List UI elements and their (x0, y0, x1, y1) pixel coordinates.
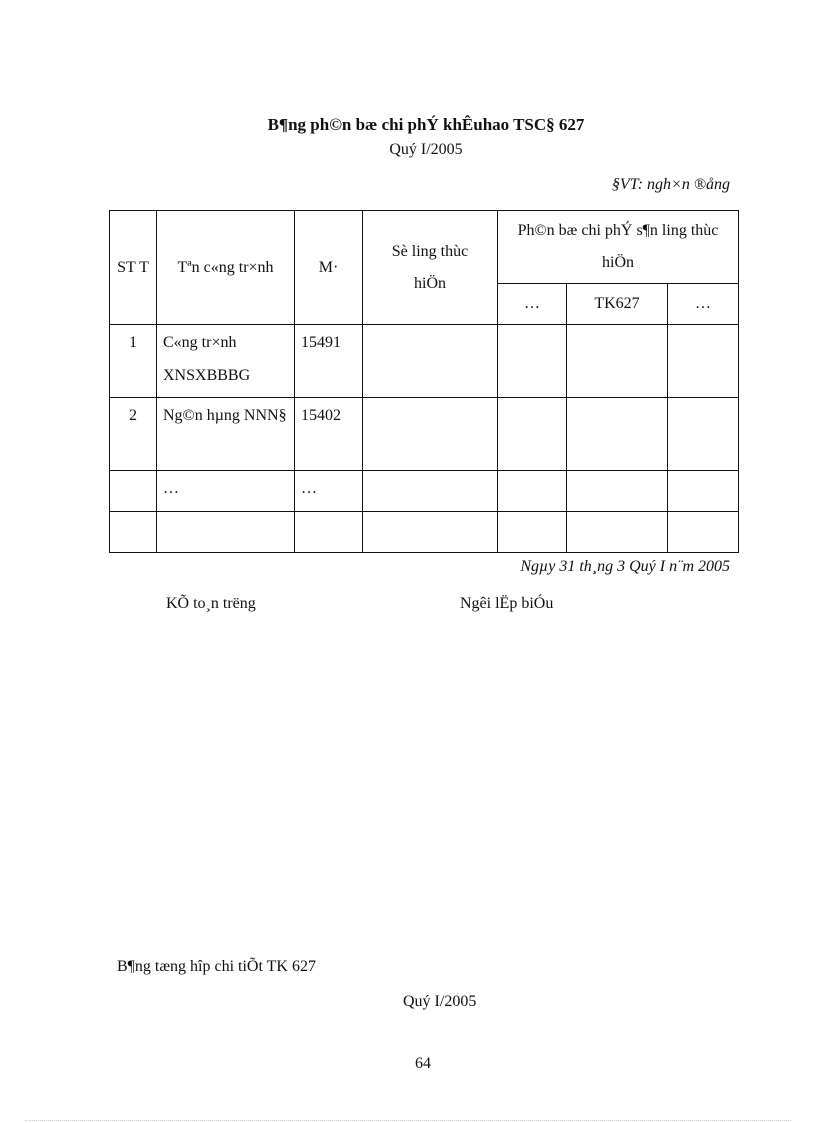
cell-code (295, 512, 363, 553)
allocation-table (109, 210, 739, 553)
cell-alloc-1 (498, 512, 567, 553)
header-sub-tk627: TK627 (567, 284, 668, 325)
header-sub-1: … (498, 284, 567, 325)
header-code: M· (295, 211, 363, 325)
cell-name: C«ng tr×nh XNSXBBBG (157, 325, 295, 398)
header-volume: Sè ling thùc hiÖn (363, 211, 498, 325)
cell-name: Ng©n hµng NNN§ (157, 398, 295, 471)
page-number: 64 (415, 1055, 431, 1072)
cell-alloc-3 (668, 512, 739, 553)
header-sub-3: … (668, 284, 739, 325)
cell-alloc-tk627 (567, 325, 668, 398)
table-row (110, 471, 739, 512)
table-row (110, 325, 739, 398)
cell-volume (363, 471, 498, 512)
header-stt: ST T (110, 211, 157, 325)
table-row (110, 512, 739, 553)
signer-accountant: KÕ to¸n trëng (166, 595, 256, 612)
cell-volume (363, 325, 498, 398)
table-row (110, 398, 739, 471)
unit-note: §VT: ngh×n ®ång (611, 176, 730, 193)
cell-alloc-1 (498, 471, 567, 512)
cell-volume (363, 398, 498, 471)
cell-alloc-tk627 (567, 398, 668, 471)
page-bottom-rule (25, 1120, 791, 1121)
cell-code: 15402 (295, 398, 363, 471)
cell-alloc-tk627 (567, 471, 668, 512)
cell-name: … (157, 471, 295, 512)
date-line: Ngµy 31 th¸ng 3 Quý I n¨m 2005 (520, 558, 730, 575)
cell-stt: 1 (110, 325, 157, 398)
cell-alloc-1 (498, 398, 567, 471)
header-name: Tªn c«ng tr×nh (157, 211, 295, 325)
cell-code: … (295, 471, 363, 512)
cell-alloc-tk627 (567, 512, 668, 553)
cell-alloc-3 (668, 325, 739, 398)
signer-preparer: Ngêi lËp biÓu (460, 595, 554, 612)
cell-alloc-3 (668, 471, 739, 512)
section-subtitle: Quý I/2005 (403, 993, 477, 1010)
cell-code: 15491 (295, 325, 363, 398)
cell-stt (110, 512, 157, 553)
page-title: B¶ng ph©n bæ chi phÝ khÊuhao TSC§ 627 (267, 115, 585, 134)
cell-alloc-3 (668, 398, 739, 471)
cell-alloc-1 (498, 325, 567, 398)
cell-name (157, 512, 295, 553)
header-allocation: Ph©n bæ chi phÝ s¶n ling thùc hiÖn (498, 211, 739, 284)
section-title: B¶ng tæng hîp chi tiÕt TK 627 (117, 958, 316, 975)
page-subtitle: Quý I/2005 (389, 141, 463, 158)
cell-stt: 2 (110, 398, 157, 471)
cell-stt (110, 471, 157, 512)
cell-volume (363, 512, 498, 553)
